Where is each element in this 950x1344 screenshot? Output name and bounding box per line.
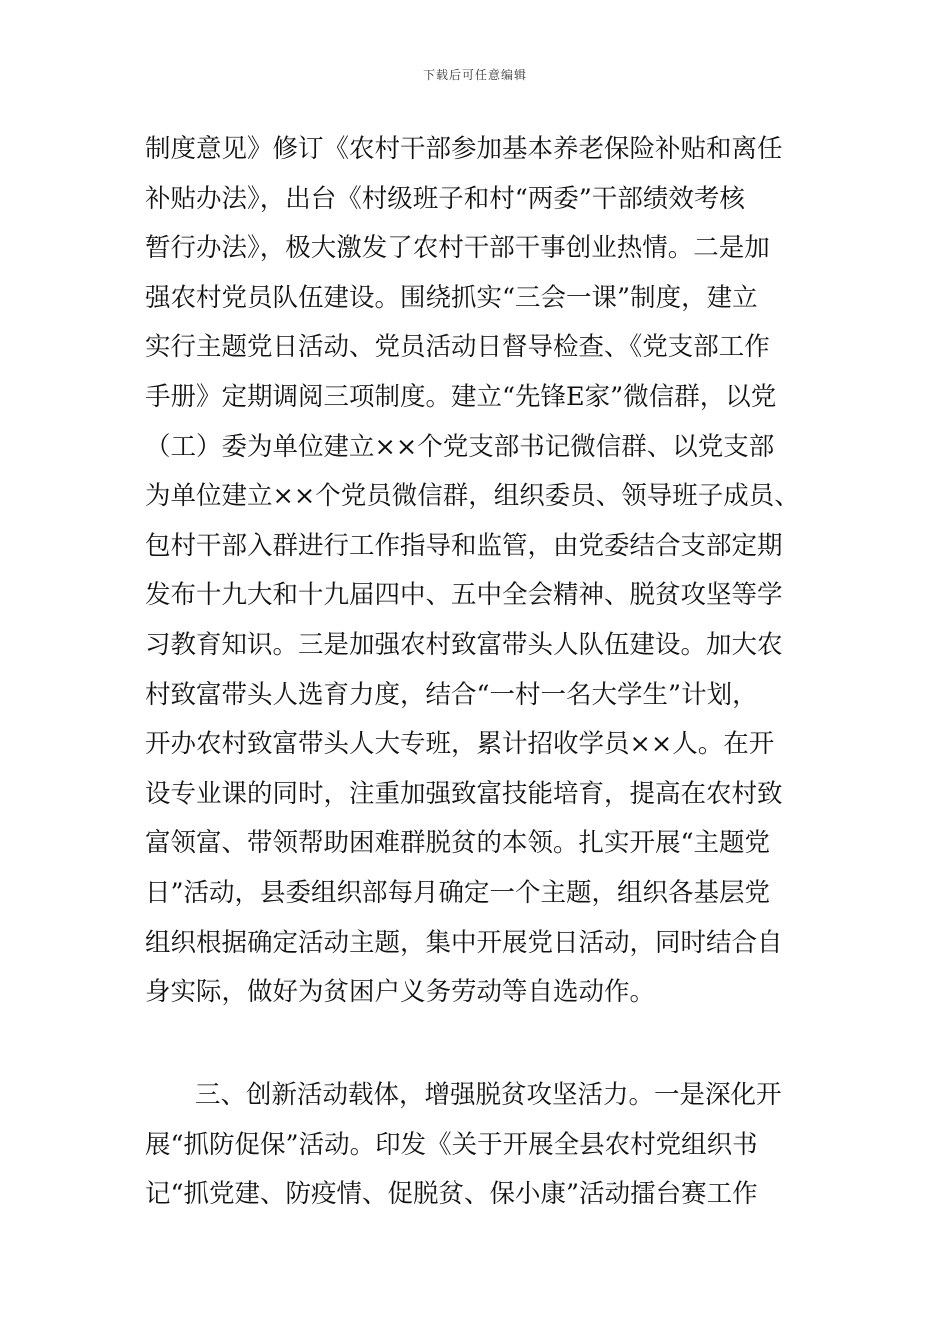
text-line: 为单位建立××个党员微信群，组织委员、领导班子成员、 [145, 481, 800, 512]
text-line: （工）委为单位建立××个党支部书记微信群、以党支部 [145, 431, 775, 462]
text-line: 组织根据确定活动主题，集中开展党日活动，同时结合自 [145, 927, 783, 958]
text-line: 富领富、带领帮助困难群脱贫的本领。扎实开展“主题党 [145, 828, 771, 859]
text-line: 补贴办法》，出台《村级班子和村“两委”干部绩效考核 [145, 183, 745, 214]
text-line: 强农村党员队伍建设。围绕抓实“三会一课”制度，建立 [145, 282, 758, 313]
text-line: 暂行办法》，极大激发了农村干部干事创业热情。二是加 [145, 233, 770, 264]
text-line: 记“抓党建、防疫情、促脱贫、保小康”活动擂台赛工作 [145, 1179, 758, 1210]
text-line: 身实际，做好为贫困户义务劳动等自选动作。 [145, 977, 656, 1008]
text-line: 三、创新活动载体，增强脱贫攻坚活力。一是深化开 [195, 1080, 782, 1110]
header-note: 下载后可任意编辑 [422, 68, 527, 82]
paragraph-1 [145, 125, 825, 1018]
text-line: 日”活动，县委组织部每月确定一个主题，组织各基层党 [145, 877, 771, 908]
text-line: 开办农村致富带头人大专班，累计招收学员××人。在开 [145, 729, 775, 760]
text-line: 包村干部入群进行工作指导和监管，由党委结合支部定期 [145, 530, 783, 561]
text-line: 发布十九大和十九届四中、五中全会精神、脱贫攻坚等学 [145, 580, 783, 611]
text-line: 村致富带头人选育力度，结合“一村一名大学生”计划， [145, 679, 758, 710]
text-line: 展“抓防促保”活动。印发《关于开展全县农村党组织书 [145, 1129, 758, 1160]
text-line: 实行主题党日活动、党员活动日督导检查、《党支部工作 [145, 332, 770, 363]
text-line: 制度意见》修订《农村干部参加基本养老保险补贴和离任 [145, 134, 783, 164]
text-line: 手册》定期调阅三项制度。建立“先锋E家”微信群，以党 [145, 381, 777, 412]
text-line: 设专业课的同时，注重加强致富技能培育，提高在农村致 [145, 778, 783, 809]
paragraph-2 [145, 1071, 825, 1220]
text-line: 习教育知识。三是加强农村致富带头人队伍建设。加大农 [145, 629, 783, 660]
